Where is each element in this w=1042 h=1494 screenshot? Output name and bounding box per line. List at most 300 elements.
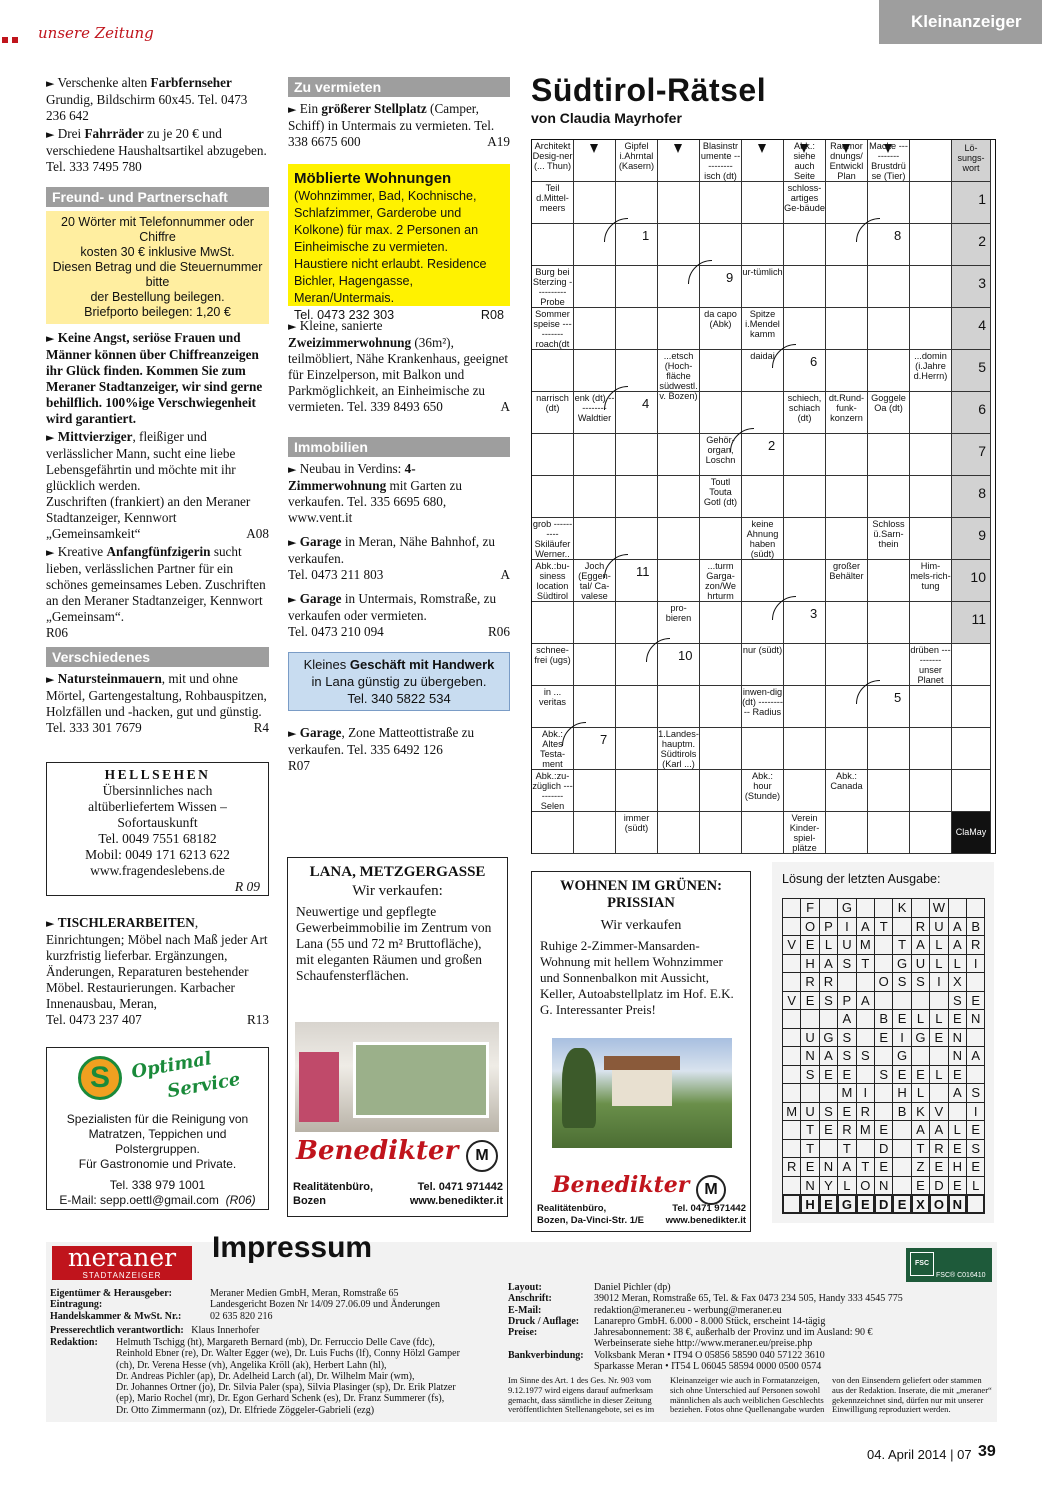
solution-letter-cell: E: [966, 1157, 985, 1177]
solution-letter-cell: [892, 1120, 911, 1140]
solution-letter-cell: S: [837, 954, 856, 974]
solution-letter-cell: A: [819, 954, 838, 974]
solution-letter-cell: B: [874, 1009, 893, 1029]
clue-cell: Abk.:bu-siness location Südtirol: [532, 560, 574, 602]
solution-letter-cell: E: [837, 1102, 856, 1122]
grid-cell: [532, 350, 574, 392]
solution-letter-cell: S: [800, 1065, 819, 1085]
grid-cell: [616, 434, 658, 476]
clue-cell: Abk.:zu-züglich ---------- Selen: [532, 771, 573, 811]
grid-cell: [826, 812, 868, 854]
ad-mittvierziger: ► Mittvierziger, fleißiger und verlässlicher Mann, sucht eine liebe Lebensgefährtin und möchte mit ihr glücklich werden. Zuschriften (frankiert) an den Meraner Stadtanzeiger, Kennwort „Gemeinsamkeit“ A08: [46, 429, 269, 541]
optimal-logo-icon: S: [78, 1056, 122, 1100]
clue-cell: Burg bei Sterzing ---------- Probe: [532, 267, 573, 307]
grid-cell: [658, 224, 700, 266]
solution-letter-cell: V: [782, 991, 801, 1011]
clue-cell: enk (dt) ---------- Waldtier: [574, 392, 616, 434]
clue-cell: Him-mels-rich-tung: [910, 560, 952, 602]
clue-cell: grob ---------- Skiläufer Werner..: [532, 519, 573, 559]
solution-cell: [952, 350, 991, 392]
puzzle-title: Südtirol-Rätsel: [531, 72, 767, 108]
solution-letter-cell: Y: [819, 1176, 838, 1196]
solution-letter-cell: [782, 1120, 801, 1140]
solution-letter-cell: E: [856, 1194, 875, 1214]
grid-cell: [910, 686, 952, 728]
grid-cell: [700, 812, 742, 854]
solution-letter-cell: S: [966, 1139, 985, 1159]
grid-cell: [826, 266, 868, 308]
grid-cell: [952, 770, 991, 812]
ring-number: 1: [642, 228, 650, 243]
solution-letter-cell: N: [966, 1009, 985, 1029]
solution-letter-cell: R: [800, 972, 819, 992]
clue-cell: keine Ahnung haben (südt): [742, 518, 784, 560]
solution-number: 11: [971, 611, 986, 627]
solution-letter-cell: E: [929, 1028, 948, 1048]
solution-letter-cell: W: [929, 898, 948, 918]
grid-cell: [658, 182, 700, 224]
grid-cell: [910, 308, 952, 350]
grid-cell: [868, 434, 910, 476]
grid-cell: [574, 518, 616, 560]
solution-letter-cell: U: [800, 1028, 819, 1048]
grid-cell: [574, 308, 616, 350]
solution-letter-cell: E: [874, 1157, 893, 1177]
solution-letter-cell: P: [837, 991, 856, 1011]
solution-letter-cell: S: [966, 1083, 985, 1103]
ad-stellplatz: ► Ein größerer Stellplatz (Camper, Schiff) in Untermais zu vermieten. Tel. 338 6675 600 A19: [288, 101, 510, 149]
ring-number: 3: [810, 606, 818, 621]
house-photo: [552, 1038, 732, 1148]
solution-cell: [952, 308, 991, 350]
grid-cell: [868, 644, 910, 686]
solution-letter-cell: I: [856, 1083, 875, 1103]
grid-cell: [658, 308, 700, 350]
clue-cell: in ... veritas: [532, 686, 574, 728]
clue-cell: Blasinstr umente ---------- isch (dt): [700, 141, 741, 181]
grid-cell: [658, 770, 700, 812]
clue-cell: schnee-frei (ugs): [532, 644, 574, 686]
grid-cell: [574, 350, 616, 392]
clue-cell: Abk.: hour (Stunde): [742, 770, 784, 812]
solution-cell: [952, 182, 991, 224]
solution-letter-cell: L: [911, 1009, 930, 1029]
solution-letter-cell: L: [929, 935, 948, 955]
solution-letter-cell: [911, 1046, 930, 1066]
solution-letter-cell: A: [856, 991, 875, 1011]
arrow-down-icon: [842, 144, 850, 153]
grid-cell: [700, 392, 742, 434]
solution-cell: [952, 560, 991, 602]
grid-cell: [742, 728, 784, 770]
fsc-logo: FSC FSC® C016410: [906, 1248, 992, 1282]
grid-cell: [700, 686, 742, 728]
grid-cell: [910, 392, 952, 434]
solution-letter-cell: [892, 991, 911, 1011]
solution-letter-cell: [782, 1065, 801, 1085]
clue-cell: Teil d.Mittel-meers: [532, 182, 574, 224]
solution-letter-cell: T: [892, 935, 911, 955]
solution-letter-cell: S: [837, 1028, 856, 1048]
solution-letter-cell: A: [819, 1046, 838, 1066]
grid-cell: [784, 476, 826, 518]
solution-letter-cell: O: [800, 917, 819, 937]
grid-cell: [868, 770, 910, 812]
solution-letter-cell: E: [948, 1139, 967, 1159]
solution-letter-cell: [782, 917, 801, 937]
benedikter-m-icon-2: M: [696, 1175, 726, 1205]
solution-letter-cell: [782, 1176, 801, 1196]
grid-cell: [616, 770, 658, 812]
grid-cell: [532, 602, 574, 644]
solution-number: 1: [978, 191, 986, 207]
solution-number: 10: [970, 569, 986, 585]
solution-letter-cell: S: [911, 972, 930, 992]
grid-cell: [784, 686, 826, 728]
grid-cell: [532, 224, 574, 266]
solution-letter-cell: [948, 1102, 967, 1122]
solution-letter-cell: E: [892, 1009, 911, 1029]
solution-letter-cell: G: [892, 1046, 911, 1066]
grid-cell: [910, 140, 952, 182]
solution-letter-cell: E: [948, 1009, 967, 1029]
solution-number: 5: [978, 359, 986, 375]
grid-cell: [574, 602, 616, 644]
grid-cell: [616, 308, 658, 350]
section-partnership: Freund- und Partnerschaft: [46, 187, 269, 207]
ring-number: 4: [642, 396, 650, 411]
loesungswort-label: Lö-sungs-wort: [952, 140, 991, 182]
solution-letter-cell: U: [929, 917, 948, 937]
solution-letter-cell: [874, 991, 893, 1011]
ad-chiffre: ► Keine Angst, seriöse Frauen und Männer können über Chiffreanzeigen ihr Glück finden. Kommen Sie zum Meraner Stadtanzeiger, wir sind gerne behilflich. 100%ige Verschwiegenheit wird garantiert.: [46, 330, 263, 426]
ring-number: 5: [894, 690, 902, 705]
solution-letter-cell: R: [966, 935, 985, 955]
solution-letter-cell: A: [948, 917, 967, 937]
solution-letter-cell: E: [911, 1065, 930, 1085]
solution-letter-cell: [856, 1065, 875, 1085]
grid-cell: [616, 602, 658, 644]
ring-number: 2: [768, 438, 776, 453]
solution-letter-cell: D: [929, 1176, 948, 1196]
grid-cell: [826, 728, 868, 770]
solution-number: 3: [978, 275, 986, 291]
grid-cell: [616, 476, 658, 518]
puzzle-author: von Claudia Mayrhofer: [531, 110, 682, 126]
clue-cell: ur-tümlich: [742, 266, 784, 308]
ad-bikes: ► Drei Fahrräder zu je 20 € und verschiedene Haushaltsartikel abzugeben. Tel. 333 7495 780: [46, 126, 267, 174]
solution-letter-cell: T: [856, 1157, 875, 1177]
solution-letter-cell: E: [892, 1065, 911, 1085]
grid-cell: [910, 476, 952, 518]
grid-cell: [868, 728, 910, 770]
solution-letter-cell: [966, 972, 985, 992]
grid-cell: [574, 266, 616, 308]
grid-cell: [616, 266, 658, 308]
grid-cell: [700, 770, 742, 812]
grid-cell: [868, 266, 910, 308]
clue-cell: Architekt Desig-ner (... Thun): [532, 140, 574, 182]
footer-date: 04. April 2014 | 07: [867, 1447, 972, 1462]
grid-cell: [742, 560, 784, 602]
solution-letter-cell: Z: [911, 1157, 930, 1177]
solution-letter-cell: K: [911, 1102, 930, 1122]
meraner-logo: meraner STADTANZEIGER: [52, 1246, 192, 1280]
solution-letter-cell: [800, 1083, 819, 1103]
grid-cell: [658, 812, 700, 854]
grid-cell: [910, 266, 952, 308]
clue-cell: da capo (Abk): [700, 308, 742, 350]
clue-cell: schiech, schiach (dt): [784, 392, 826, 434]
grid-cell: [742, 812, 784, 854]
grid-cell: [700, 602, 742, 644]
grid-cell: [868, 560, 910, 602]
clue-cell: Abk.: Altes Testa-ment: [532, 728, 574, 770]
solution-letter-cell: [874, 935, 893, 955]
solution-letter-cell: I: [966, 954, 985, 974]
solution-letter-cell: [856, 898, 875, 918]
clue-cell: schloss-artiges Ge-bäude: [784, 182, 826, 224]
solution-letter-cell: I: [966, 1102, 985, 1122]
grid-cell: [658, 434, 700, 476]
arrow-down-icon: [590, 144, 598, 153]
arrow-down-icon: [758, 144, 766, 153]
solution-letter-cell: R: [911, 917, 930, 937]
solution-letter-cell: L: [948, 954, 967, 974]
grid-cell: [784, 434, 826, 476]
grid-cell: [616, 518, 658, 560]
solution-letter-cell: S: [948, 991, 967, 1011]
grid-cell: [910, 518, 952, 560]
clue-cell: ...turm Garga-zon/We hrturm: [700, 560, 742, 602]
grid-cell: [700, 350, 742, 392]
solution-letter-cell: M: [856, 935, 875, 955]
solution-letter-cell: [874, 1083, 893, 1103]
solution-title: Lösung der letzten Ausgabe:: [782, 872, 941, 886]
solution-letter-cell: T: [874, 917, 893, 937]
solution-cell: [952, 476, 991, 518]
ring-number: 7: [600, 732, 608, 747]
solution-letter-cell: N: [800, 1176, 819, 1196]
solution-letter-cell: E: [892, 1194, 911, 1214]
solution-letter-cell: E: [948, 1065, 967, 1085]
solution-letter-cell: A: [911, 1120, 930, 1140]
solution-letter-cell: N: [948, 1028, 967, 1048]
solution-letter-cell: T: [911, 1139, 930, 1159]
grid-cell: [574, 476, 616, 518]
impressum-title: Impressum: [212, 1231, 373, 1264]
solution-letter-cell: [856, 1028, 875, 1048]
clue-cell: Spitze i.Mendel kamm: [742, 308, 784, 350]
solution-letter-cell: I: [929, 972, 948, 992]
solution-letter-cell: E: [966, 1120, 985, 1140]
solution-letter-cell: [819, 1009, 838, 1029]
solution-letter-cell: E: [800, 991, 819, 1011]
grid-cell: [616, 686, 658, 728]
solution-letter-cell: A: [929, 1120, 948, 1140]
grid-cell: [658, 560, 700, 602]
clue-cell: ...etsch (Hoch-fläche südwestl. v. Bozen): [658, 350, 700, 392]
solution-letter-cell: [892, 917, 911, 937]
solution-letter-cell: E: [929, 1157, 948, 1177]
solution-number: 9: [978, 527, 986, 543]
grid-cell: [784, 266, 826, 308]
solution-letter-cell: [966, 898, 985, 918]
ring-number: 11: [636, 564, 650, 579]
grid-cell: [784, 644, 826, 686]
solution-letter-cell: [892, 1157, 911, 1177]
clue-cell: daidai: [742, 350, 784, 392]
grid-cell: [868, 182, 910, 224]
impressum: meraner STADTANZEIGER Impressum FSC FSC® C016410 Eigentümer & Herausgeber: Eintragung: Handelskammer & MwSt. Nr.: Meraner Medien GmbH, Meran, Romstraße 65 Landesgericht Bozen Nr 14/09 27.06.09 und Änderungen 02 635 820 216 Presserechtlich verantwortlich: Klaus Innerhofer Redaktion: Helmuth Tschigg (ht), Margareth Bernard (mb), Dr. Ferruccio Delle Cave (fdc), Reinhold Ebner (re), Dr. Walter Egger (we), Dr. Luis Fuchs (lf), Conny Hölzl Gamper (ch), Dr. Verena Hesse (vh), Angelika Kröll (ak), Herbert Lahn (hl), Dr. Andreas Pichler (ap), Dr. Adelheid Larch (al), Dr. Wilhelm Mair (wm), Dr. Johannes Ortner (jo), Dr. Silvia Paler (spa), Silvia Plasinger (sp), Dr. Erik Platzer (ep), Mario Rochel (mr), Dr. Egon Gerhard Schenk (es), Dr. Franz Summerer (fs), Dr. Otto Zimmermann (oz), Dr. Elfriede Zöggeler-Gabrieli (ezg) Layout: Anschrift: E-Mail: Druck / Auflage: Preise: Bankverbindung: Daniel Pichler (dp) 39012 Meran, Romstraße 65, Tel. & Fax 0473 234 505, Handy 333 4545 775 redaktion@meraner.eu - werbung@meraner.eu Lanarepro GmbH. 6.000 - 8.000 Stück, erscheint 14-tägig Jahresabonnement: 38 €, außerhalb der Provinz und im Ausland: 90 € Werbeinserate siehe http://www.meraner.eu/preise.php Volksbank Meran • IT94 O 05856 58590 040 57122 3610 Sparkasse Meran • IT54 L 06045 58594 0000 0500 0574 Im Sinne des Art. 1 des Ges. Nr. 903 vom 9.12.1977 wird eigens darauf aufmerksam gemacht, dass sämtliche in dieser Zeitung veröffentlichten Stellenangebote, sei es im Kleinanzeiger wie auch in Formatanzeigen, sich ohne Unterschied auf Personen sowohl männlichen als auch weiblichen Geschlechts beziehen. Fotos ohne Quellenangabe wurden von den Einsendern geliefert oder stammen aus der Redaktion. Inserate, die mit „meraner“ gekennzeichnet sind, dürfen nur mit unserer Einwilligung reproduziert werden.: [46, 1242, 997, 1422]
grid-cell: [574, 812, 616, 854]
grid-cell: [784, 308, 826, 350]
grid-cell: [700, 518, 742, 560]
solution-letter-cell: A: [948, 1083, 967, 1103]
solution-letter-cell: R: [856, 1102, 875, 1122]
moeblierte-wohnungen-box: Möblierte Wohnungen (Wohnzimmer, Bad, Kochnische, Schlafzimmer, Garderobe und Kolkone) für max. 2 Personen an Einheimische zu vermieten. Haustiere nicht erlaubt. Residence Bichler, Hagengasse, Meran/Untermais. Tel. 0473 232 303 R08: [288, 164, 510, 306]
clue-cell: Sommer speise ---------- roach(dt: [532, 308, 574, 350]
column-1: [46, 75, 269, 738]
solution-letter-cell: T: [856, 954, 875, 974]
grid-cell: [658, 392, 700, 434]
solution-letter-cell: A: [948, 935, 967, 955]
grid-cell: [910, 728, 952, 770]
solution-letter-cell: [837, 972, 856, 992]
solution-letter-cell: E: [819, 1194, 838, 1214]
solution-letter-cell: E: [800, 1157, 819, 1177]
solution-number: 2: [978, 233, 986, 249]
solution-letter-cell: G: [819, 1028, 838, 1048]
page-number: 39: [978, 1443, 996, 1460]
solution-letter-cell: N: [948, 1046, 967, 1066]
solution-letter-cell: D: [874, 1139, 893, 1159]
solution-letter-cell: [948, 898, 967, 918]
solution-letter-cell: H: [892, 1083, 911, 1103]
ad-verdins: ► Neubau in Verdins: 4-Zimmerwohnung mit Garten zu verkaufen. Tel. 335 6695 680, www.vent.it: [288, 461, 462, 525]
solution-letter-cell: [782, 1139, 801, 1159]
grid-cell: [616, 728, 658, 770]
clue-cell: ...domin (i.Jahre d.Herrn): [910, 350, 952, 392]
solution-letter-cell: S: [892, 972, 911, 992]
header-logo: unsere Zeitung: [38, 24, 154, 42]
clue-cell: Gipfel i.Ahrntal (Kasern): [616, 140, 658, 182]
ad-zweizimmerwohnung: ► Kleine, sanierte Zweizimmerwohnung (36m²), teilmöbliert, Nähe Krankenhaus, geeignet für Einzelperson, mit Balkon und Parkmöglichkeit, an Einheimische zu vermieten. Tel. 339 8493 650 A: [288, 318, 510, 414]
solution-letter-cell: H: [800, 954, 819, 974]
clue-cell: inwen-dig (dt) ---------- Radius: [742, 686, 784, 728]
section-header: Kleinanzeiger: [879, 0, 1042, 44]
solution-letter-cell: X: [948, 972, 967, 992]
solution-letter-cell: [892, 1139, 911, 1159]
lana-ad: LANA, METZGERGASSE Wir verkaufen: Neuwertige und gepflegte Gewerbeimmobilie im Zentrum von Lana (55 und 72 m² Bruttofläche), mit eleganten Räumen und großen Schaufensterflächen. Benedikter M Realitätenbüro, Bozen Tel. 0471 971442 www.benedikter.it: [287, 857, 508, 1217]
hellsehen-box: HELLSEHEN Übersinnliches nach altüberliefertem Wissen – Sofortauskunft Tel. 0049 7551 68182 Mobil: 0049 171 6213 622 www.fragendeslebens.de R 09: [46, 762, 269, 896]
grid-cell: [574, 434, 616, 476]
shop-photo: [295, 1022, 499, 1132]
grid-cell: [658, 686, 700, 728]
grid-cell: [826, 644, 868, 686]
solution-letter-cell: L: [966, 1176, 985, 1196]
solution-letter-cell: [819, 1083, 838, 1103]
clue-cell: Toutl Touta Gotl (dt): [700, 476, 742, 518]
solution-letter-cell: G: [837, 898, 856, 918]
solution-letter-cell: P: [819, 917, 838, 937]
solution-letter-cell: [911, 991, 930, 1011]
ad-garage-matteotti: ► Garage, Zone Matteottistraße zu verkaufen. Tel. 335 6492 126 R07: [288, 725, 475, 773]
solution-letter-cell: [929, 1046, 948, 1066]
ad-natursteinmauern: ► Natursteinmauern, mit und ohne Mörtel, Gartengestaltung, Rohbauspitzen, Holzfällen und -hacken, gut und günstig. Tel. 333 301 7679 R4: [46, 671, 269, 735]
solution-letter-cell: A: [856, 917, 875, 937]
grid-cell: [742, 182, 784, 224]
solution-letter-cell: G: [911, 1028, 930, 1048]
grid-cell: [952, 644, 991, 686]
solution-letter-cell: U: [837, 935, 856, 955]
clue-cell: Goggele Oa (dt): [868, 392, 910, 434]
ad-garage-meran: ► Garage in Meran, Nähe Bahnhof, zu verkaufen. Tel. 0473 211 803 A: [288, 534, 510, 582]
solution-letter-cell: [819, 898, 838, 918]
solution-letter-cell: N: [819, 1157, 838, 1177]
grid-cell: [826, 182, 868, 224]
solution-letter-cell: O: [874, 972, 893, 992]
grid-cell: [952, 728, 991, 770]
clue-cell: nur (südt): [742, 644, 784, 686]
solution-letter-cell: [782, 954, 801, 974]
benedikter-m-icon: M: [466, 1140, 498, 1172]
grid-cell: [868, 476, 910, 518]
solution-letter-cell: [929, 991, 948, 1011]
benedikter-logo: Benedikter: [296, 1136, 459, 1166]
solution-letter-cell: [874, 954, 893, 974]
header-dots: [2, 30, 22, 48]
solution-letter-cell: T: [837, 1139, 856, 1159]
benedikter-logo-2: Benedikter: [552, 1172, 690, 1198]
clue-cell: narrisch (dt): [532, 392, 574, 434]
solution-letter-cell: [874, 1102, 893, 1122]
clue-cell: Schloss ü.Sarn-thein: [868, 518, 910, 560]
grid-cell: [952, 686, 991, 728]
grid-cell: [658, 518, 700, 560]
solution-letter-cell: L: [929, 954, 948, 974]
solution-letter-cell: [782, 1046, 801, 1066]
solution-box: [772, 862, 994, 1223]
clue-cell: Abk.: siehe auch Seite: [784, 140, 826, 182]
arrow-down-icon: [800, 144, 808, 153]
grid-cell: [826, 476, 868, 518]
solution-letter-cell: [782, 898, 801, 918]
section-misc: Verschiedenes: [46, 647, 269, 667]
grid-cell: [784, 728, 826, 770]
solution-letter-cell: N: [874, 1176, 893, 1196]
solution-letter-cell: R: [837, 1120, 856, 1140]
grid-cell: [658, 476, 700, 518]
solution-cell: [952, 518, 991, 560]
solution-letter-cell: [819, 1139, 838, 1159]
solution-letter-cell: L: [837, 1176, 856, 1196]
grid-cell: [784, 560, 826, 602]
ad-garage-untermais: ► Garage in Untermais, Romstraße, zu verkaufen oder vermieten. Tel. 0473 210 094 R06: [288, 591, 510, 639]
solution-letter-cell: [782, 1194, 801, 1214]
partnership-info-box: 20 Wörter mit Telefonnummer oder Chiffre kosten 30 € inklusive MwSt. Diesen Betrag und die Steuernummer bitte der Bestellung beilegen. Briefporto beilegen: 1,20 €: [46, 211, 269, 324]
grid-cell: [616, 182, 658, 224]
ring-number: 10: [678, 648, 693, 663]
ring-number: 6: [810, 354, 818, 369]
solution-letter-cell: B: [966, 917, 985, 937]
grid-cell: [910, 770, 952, 812]
solution-letter-cell: [782, 1083, 801, 1103]
geschaeft-handwerk-box: Kleines Geschäft mit Handwerk in Lana günstig zu übergeben. Tel. 340 5822 534: [288, 652, 510, 711]
grid-cell: [742, 476, 784, 518]
solution-letter-cell: G: [837, 1194, 856, 1214]
solution-letter-cell: V: [929, 1102, 948, 1122]
